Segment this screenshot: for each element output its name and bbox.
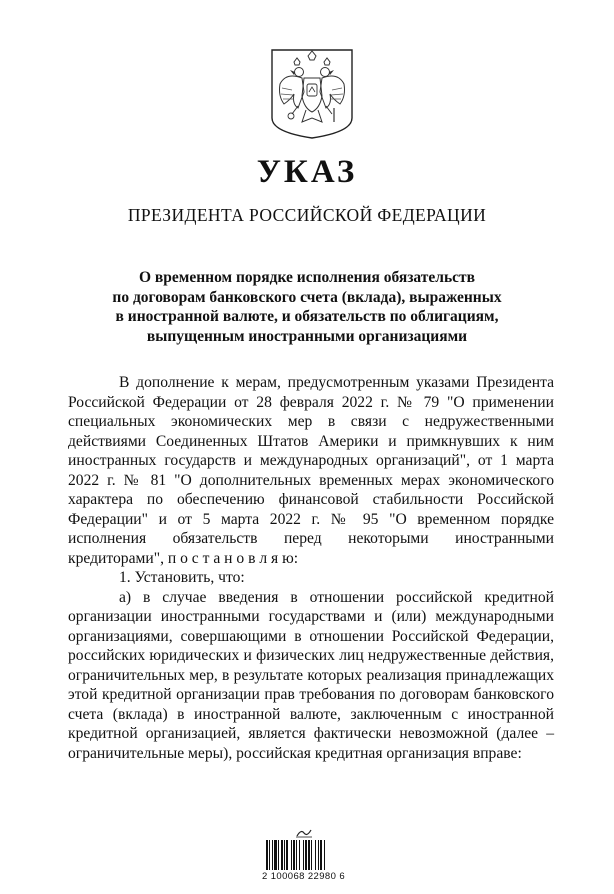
barcode-bar — [315, 840, 316, 870]
barcode-bar — [293, 840, 295, 870]
barcode-bar — [278, 840, 279, 870]
barcode-bar — [320, 840, 322, 870]
barcode — [262, 828, 358, 884]
clause-1a-paragraph: а) в случае введения в отношении российской кредитной организации иностранными государствами и (или) международными организациями, совершающими в отношении Российской Федерации, российских юридических и физических лиц недружественные действия, ограничительных мер, в результате которых реализация принадлежащих этой кредитной организации прав требования по договорам банковского счета (вклада) в иностранной валюте, заключенным с иностранной кредитной организацией, является фактически невозможной (далее – ограничительные меры), российская кредитная организация вправе: — [68, 588, 554, 762]
double-headed-eagle-icon — [268, 48, 356, 140]
barcode-bar — [266, 840, 268, 870]
barcode-bar — [299, 840, 300, 870]
decree-heading — [100, 268, 514, 346]
heading-line: выпущенным иностранными организациями — [146, 327, 468, 345]
preamble-paragraph: В дополнение к мерам, предусмотренным указами Президента Российской Федерации от 28 февраля 2022 г. № 79 "О применении специальных экономических мер в связи с недружественными действиями Соединенных Штатов Америки и примкнувших к ним иностранных государств и международных организаций", от 1 марта 2022 г. № 81 "О дополнительных временных мерах экономического характера по обеспечению финансовой стабильности Российской Федерации" и от 5 марта 2022 г. № 95 "О временном порядке исполнения обязательств перед некоторыми иностранными кредиторами", п о с т а н о в л я ю: — [68, 374, 554, 567]
barcode-bar — [286, 840, 288, 870]
barcode-bar — [281, 840, 283, 870]
heading-line: по договорам банковского счета (вклада), выраженных — [112, 288, 502, 306]
barcode-bar — [272, 840, 273, 870]
barcode-bar — [291, 840, 292, 870]
barcode-bar — [305, 840, 307, 870]
barcode-bar — [318, 840, 319, 870]
barcode-bar — [274, 840, 277, 870]
barcode-bar — [308, 840, 310, 870]
barcode-bar — [324, 840, 325, 870]
printer-mark-icon — [295, 828, 313, 838]
barcode-bar — [284, 840, 285, 870]
barcode-bars — [266, 840, 362, 870]
coat-of-arms-emblem — [268, 48, 356, 140]
heading-line: в иностранной валюте, и обязательств по облигациям, — [115, 308, 499, 325]
barcode-bar — [303, 840, 304, 870]
heading-line: О временном порядке исполнения обязательств — [138, 269, 476, 286]
barcode-number: 2 100068 22980 6 — [262, 871, 346, 882]
document-title: УКАЗ — [256, 154, 358, 190]
barcode-bar — [296, 840, 297, 870]
document-subtitle: ПРЕЗИДЕНТА РОССИЙСКОЙ ФЕДЕРАЦИИ — [127, 205, 487, 225]
decree-body — [68, 373, 554, 763]
barcode-bar — [269, 840, 270, 870]
barcode-bar — [311, 840, 312, 870]
clause-1-paragraph: 1. Установить, что: — [119, 569, 245, 586]
